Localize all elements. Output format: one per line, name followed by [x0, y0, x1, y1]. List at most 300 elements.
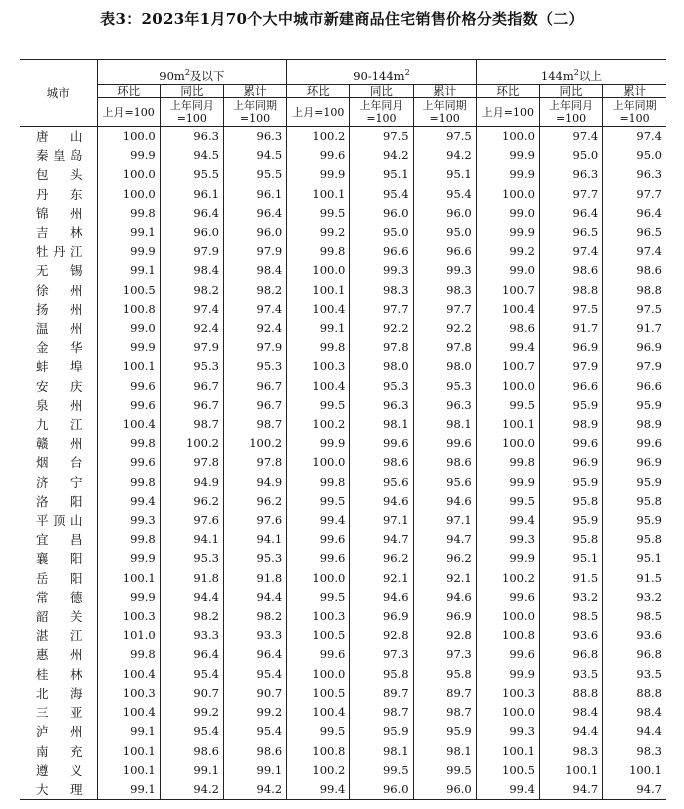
index-value-cell: 91.8	[223, 569, 286, 588]
index-value-cell: 98.9	[603, 415, 666, 434]
index-value-cell: 94.7	[413, 530, 476, 549]
table-body	[20, 127, 666, 800]
index-value-cell: 98.3	[413, 281, 476, 300]
index-value-cell: 100.0	[476, 434, 539, 453]
index-value-cell: 100.1	[287, 185, 350, 204]
index-value-cell: 99.6	[287, 146, 350, 165]
city-name: 九 江	[36, 417, 83, 433]
index-value-cell: 99.1	[160, 761, 223, 780]
index-value-cell: 95.8	[603, 492, 666, 511]
index-value-cell: 95.3	[160, 357, 223, 376]
index-value-cell: 94.2	[160, 780, 223, 800]
index-value-cell: 91.5	[539, 569, 602, 588]
index-value-cell: 100.5	[287, 684, 350, 703]
index-value-cell: 100.2	[223, 434, 286, 453]
index-value-cell: 99.8	[97, 645, 160, 664]
index-value-cell: 96.0	[413, 780, 476, 800]
index-value-cell: 96.8	[603, 645, 666, 664]
city-name: 唐 山	[36, 129, 83, 144]
index-value-cell: 99.9	[476, 146, 539, 165]
table-row	[20, 377, 666, 396]
sub-header-cell: 累计	[603, 85, 666, 98]
table-row	[20, 127, 666, 147]
index-value-cell: 97.8	[413, 338, 476, 357]
index-value-cell: 99.8	[97, 434, 160, 453]
index-value-cell: 99.4	[476, 511, 539, 530]
index-value-cell: 96.3	[350, 396, 413, 415]
sub-header-cell: 同比	[539, 85, 602, 98]
index-value-cell: 94.9	[223, 473, 286, 492]
base-header-cell	[476, 98, 539, 127]
index-value-cell: 100.8	[97, 300, 160, 319]
index-value-cell: 90.7	[160, 684, 223, 703]
index-value-cell: 98.2	[223, 607, 286, 626]
index-value-cell: 96.3	[413, 396, 476, 415]
city-name: 泸 州	[36, 724, 83, 740]
index-value-cell: 99.0	[97, 319, 160, 338]
index-value-cell: 89.7	[413, 684, 476, 703]
city-name: 丹 东	[36, 186, 83, 202]
index-value-cell: 95.1	[603, 549, 666, 568]
table-row	[20, 703, 666, 722]
index-value-cell: 98.9	[539, 415, 602, 434]
index-value-cell: 92.2	[350, 319, 413, 338]
index-value-cell: 100.5	[476, 761, 539, 780]
index-value-cell: 99.8	[476, 453, 539, 472]
city-name: 徐 州	[36, 282, 83, 298]
index-value-cell: 94.4	[160, 588, 223, 607]
base-header-cell	[287, 98, 350, 127]
index-value-cell: 98.6	[413, 453, 476, 472]
index-value-cell: 95.4	[350, 185, 413, 204]
index-value-cell: 98.2	[160, 281, 223, 300]
index-value-cell: 95.0	[350, 223, 413, 242]
index-value-cell: 100.2	[287, 761, 350, 780]
index-value-cell: 94.2	[350, 146, 413, 165]
index-value-cell: 96.6	[539, 377, 602, 396]
city-name: 襄 阳	[36, 551, 83, 567]
city-name: 南 充	[36, 743, 83, 759]
index-value-cell: 98.4	[603, 703, 666, 722]
index-value-cell: 95.4	[413, 185, 476, 204]
index-value-cell: 95.9	[413, 722, 476, 741]
index-value-cell: 95.8	[539, 530, 602, 549]
index-value-cell: 96.7	[160, 377, 223, 396]
index-value-cell: 95.4	[160, 722, 223, 741]
index-value-cell: 92.2	[413, 319, 476, 338]
index-value-cell: 99.4	[476, 780, 539, 800]
base-header-line2: =100	[366, 112, 397, 125]
index-value-cell: 96.3	[223, 127, 286, 147]
index-value-cell: 97.1	[350, 511, 413, 530]
index-value-cell: 96.7	[223, 377, 286, 396]
index-value-cell: 93.5	[603, 665, 666, 684]
index-value-cell: 98.0	[350, 357, 413, 376]
index-value-cell: 95.3	[413, 377, 476, 396]
index-value-cell: 99.9	[476, 473, 539, 492]
index-value-cell: 94.2	[223, 780, 286, 800]
table-row	[20, 761, 666, 780]
index-value-cell: 100.3	[287, 357, 350, 376]
city-name: 常 德	[36, 589, 83, 605]
index-value-cell: 99.5	[287, 396, 350, 415]
table-row	[20, 261, 666, 280]
index-value-cell: 96.9	[350, 607, 413, 626]
index-value-cell: 100.0	[97, 185, 160, 204]
index-value-cell: 97.4	[160, 300, 223, 319]
table-row	[20, 281, 666, 300]
index-value-cell: 94.7	[539, 780, 602, 800]
index-value-cell: 94.9	[160, 473, 223, 492]
index-value-cell: 92.8	[413, 626, 476, 645]
index-value-cell: 97.4	[603, 242, 666, 261]
index-value-cell: 97.8	[223, 453, 286, 472]
index-value-cell: 91.8	[160, 569, 223, 588]
index-value-cell: 94.4	[223, 588, 286, 607]
index-value-cell: 94.5	[223, 146, 286, 165]
table-row	[20, 569, 666, 588]
city-name: 三 亚	[36, 705, 83, 721]
city-name: 锦 州	[36, 205, 83, 221]
city-name: 桂 林	[36, 666, 83, 682]
city-name: 吉 林	[36, 225, 83, 241]
base-header-cell	[223, 98, 286, 127]
base-header-cell	[603, 98, 666, 127]
sub-header-cell: 环比	[476, 85, 539, 98]
index-value-cell: 97.6	[223, 511, 286, 530]
city-name: 赣 州	[36, 436, 83, 452]
index-value-cell: 99.6	[413, 434, 476, 453]
table-row	[20, 684, 666, 703]
index-value-cell: 100.4	[97, 415, 160, 434]
index-value-cell: 97.4	[603, 127, 666, 147]
index-value-cell: 99.5	[287, 722, 350, 741]
index-value-cell: 99.6	[97, 377, 160, 396]
index-value-cell: 99.8	[97, 204, 160, 223]
index-value-cell: 97.9	[223, 338, 286, 357]
index-value-cell: 100.4	[287, 300, 350, 319]
price-index-table	[20, 59, 666, 800]
index-value-cell: 92.1	[413, 569, 476, 588]
group-header-medium: $90-144m^2$	[287, 60, 477, 85]
index-value-cell: 98.7	[350, 703, 413, 722]
index-value-cell: 99.1	[287, 319, 350, 338]
index-value-cell: 95.8	[603, 530, 666, 549]
index-value-cell: 88.8	[603, 684, 666, 703]
index-value-cell: 99.5	[287, 204, 350, 223]
table-row	[20, 300, 666, 319]
index-value-cell: 97.4	[223, 300, 286, 319]
index-value-cell: 100.3	[476, 684, 539, 703]
index-value-cell: 96.5	[539, 223, 602, 242]
index-value-cell: 100.2	[287, 127, 350, 147]
table-row	[20, 607, 666, 626]
city-name: 济 宁	[36, 474, 83, 490]
index-value-cell: 98.6	[603, 261, 666, 280]
index-value-cell: 98.6	[160, 742, 223, 761]
city-name: 湛 江	[36, 628, 83, 644]
index-value-cell: 99.3	[476, 722, 539, 741]
index-value-cell: 100.2	[287, 415, 350, 434]
sub-header-row	[20, 85, 666, 98]
index-value-cell: 100.1	[97, 569, 160, 588]
index-value-cell: 99.9	[476, 549, 539, 568]
city-name: 秦皇岛	[36, 148, 83, 164]
table-row	[20, 511, 666, 530]
index-value-cell: 99.9	[97, 549, 160, 568]
index-value-cell: 95.6	[413, 473, 476, 492]
index-value-cell: 100.1	[287, 281, 350, 300]
table-row	[20, 742, 666, 761]
index-value-cell: 93.3	[160, 626, 223, 645]
index-value-cell: 100.2	[476, 569, 539, 588]
index-value-cell: 99.1	[97, 261, 160, 280]
city-name: 平顶山	[36, 513, 83, 529]
index-value-cell: 100.0	[476, 607, 539, 626]
table-row	[20, 665, 666, 684]
index-value-cell: 98.8	[539, 281, 602, 300]
index-value-cell: 98.6	[476, 319, 539, 338]
index-value-cell: 100.4	[97, 703, 160, 722]
index-value-cell: 95.1	[413, 165, 476, 184]
base-header-line2: =100	[176, 112, 207, 125]
index-value-cell: 95.9	[603, 473, 666, 492]
sub-header-cell: 同比	[160, 85, 223, 98]
index-value-cell: 95.3	[223, 357, 286, 376]
city-name: 遵 义	[36, 762, 83, 778]
index-value-cell: 94.1	[160, 530, 223, 549]
index-value-cell: 98.4	[160, 261, 223, 280]
index-value-cell: 91.5	[603, 569, 666, 588]
city-name: 惠 州	[36, 647, 83, 663]
index-value-cell: 100.1	[603, 761, 666, 780]
index-value-cell: 97.4	[539, 242, 602, 261]
table-row	[20, 453, 666, 472]
index-value-cell: 99.1	[97, 223, 160, 242]
index-value-cell: 98.0	[413, 357, 476, 376]
index-value-cell: 99.0	[476, 204, 539, 223]
index-value-cell: 98.3	[603, 742, 666, 761]
index-value-cell: 99.0	[476, 261, 539, 280]
index-value-cell: 99.6	[476, 645, 539, 664]
index-value-cell: 96.6	[603, 377, 666, 396]
index-value-cell: 98.5	[603, 607, 666, 626]
index-value-cell: 100.1	[97, 761, 160, 780]
index-value-cell: 99.4	[97, 492, 160, 511]
table-row	[20, 146, 666, 165]
index-value-cell: 100.2	[160, 434, 223, 453]
index-value-cell: 99.5	[413, 761, 476, 780]
index-value-cell: 100.3	[287, 607, 350, 626]
index-value-cell: 99.8	[287, 473, 350, 492]
table-header	[20, 60, 666, 127]
sub-header-cell: 累计	[413, 85, 476, 98]
index-value-cell: 100.4	[287, 703, 350, 722]
table-row	[20, 780, 666, 800]
index-value-cell: 93.2	[603, 588, 666, 607]
table-row	[20, 530, 666, 549]
index-value-cell: 99.9	[97, 146, 160, 165]
index-value-cell: 99.9	[476, 223, 539, 242]
table-row	[20, 549, 666, 568]
index-value-cell: 97.7	[539, 185, 602, 204]
index-value-cell: 98.2	[223, 281, 286, 300]
index-value-cell: 100.8	[287, 742, 350, 761]
index-value-cell: 90.7	[223, 684, 286, 703]
index-value-cell: 99.8	[97, 530, 160, 549]
index-value-cell: 99.9	[97, 242, 160, 261]
index-value-cell: 100.4	[287, 377, 350, 396]
base-header-line1: 上月=100	[481, 105, 534, 119]
index-value-cell: 98.1	[413, 415, 476, 434]
index-value-cell: 97.8	[350, 338, 413, 357]
index-value-cell: 96.2	[160, 492, 223, 511]
index-value-cell: 99.6	[539, 434, 602, 453]
index-value-cell: 99.6	[287, 530, 350, 549]
base-header-line1: 上年同期	[233, 99, 278, 112]
index-value-cell: 99.6	[97, 396, 160, 415]
index-value-cell: 99.6	[287, 645, 350, 664]
table-row	[20, 626, 666, 645]
index-value-cell: 98.1	[413, 742, 476, 761]
table-row	[20, 645, 666, 664]
index-value-cell: 101.0	[97, 626, 160, 645]
index-value-cell: 96.2	[350, 549, 413, 568]
index-value-cell: 99.6	[476, 588, 539, 607]
index-value-cell: 96.9	[413, 607, 476, 626]
index-value-cell: 88.8	[539, 684, 602, 703]
city-name: 安 庆	[36, 378, 83, 394]
index-value-cell: 95.4	[160, 665, 223, 684]
index-value-cell: 98.3	[539, 742, 602, 761]
index-value-cell: 99.8	[287, 338, 350, 357]
index-value-cell: 100.0	[287, 261, 350, 280]
city-column-header: 城市	[20, 60, 97, 127]
index-value-cell: 97.8	[160, 453, 223, 472]
table-row	[20, 338, 666, 357]
city-name: 大 理	[20, 780, 97, 800]
index-value-cell: 96.6	[350, 242, 413, 261]
index-value-cell: 98.7	[160, 415, 223, 434]
index-value-cell: 95.9	[539, 396, 602, 415]
index-value-cell: 100.0	[476, 127, 539, 147]
index-value-cell: 97.9	[539, 357, 602, 376]
index-value-cell: 93.6	[603, 626, 666, 645]
index-value-cell: 97.9	[160, 338, 223, 357]
base-header-line2: =100	[239, 112, 271, 125]
index-value-cell: 96.3	[603, 165, 666, 184]
index-value-cell: 94.7	[603, 780, 666, 800]
index-value-cell: 95.4	[223, 722, 286, 741]
index-value-cell: 95.0	[539, 146, 602, 165]
index-value-cell: 96.9	[539, 453, 602, 472]
index-value-cell: 96.4	[223, 645, 286, 664]
table-row	[20, 242, 666, 261]
city-name: 烟 台	[36, 455, 83, 471]
table-row	[20, 473, 666, 492]
index-value-cell: 99.3	[97, 511, 160, 530]
index-value-cell: 97.3	[413, 645, 476, 664]
table-row	[20, 185, 666, 204]
index-value-cell: 93.2	[539, 588, 602, 607]
index-value-cell: 99.9	[287, 165, 350, 184]
city-name: 岳 阳	[36, 570, 83, 586]
city-name: 包 头	[36, 167, 83, 183]
index-value-cell: 99.2	[287, 223, 350, 242]
index-value-cell: 97.5	[350, 127, 413, 147]
index-value-cell: 95.9	[350, 722, 413, 741]
index-value-cell: 94.6	[350, 492, 413, 511]
index-value-cell: 96.4	[160, 204, 223, 223]
index-value-cell: 96.0	[160, 223, 223, 242]
base-header-line2: =100	[619, 112, 650, 125]
city-name: 泉 州	[36, 397, 83, 413]
city-name: 北 海	[36, 685, 83, 701]
index-value-cell: 99.4	[287, 511, 350, 530]
base-header-line1: 上月=100	[292, 105, 345, 119]
sub-header-cell: 同比	[350, 85, 413, 98]
index-value-cell: 96.4	[223, 204, 286, 223]
index-value-cell: 95.6	[350, 473, 413, 492]
index-value-cell: 97.9	[603, 357, 666, 376]
index-value-cell: 100.1	[97, 357, 160, 376]
index-value-cell: 95.9	[539, 473, 602, 492]
index-value-cell: 100.0	[97, 127, 160, 147]
index-value-cell: 94.6	[413, 588, 476, 607]
base-header-line2: =100	[555, 112, 587, 125]
index-value-cell: 100.1	[476, 415, 539, 434]
index-value-cell: 98.4	[539, 703, 602, 722]
base-header-cell	[350, 98, 413, 127]
index-value-cell: 98.6	[350, 453, 413, 472]
index-value-cell: 95.1	[350, 165, 413, 184]
index-value-cell: 96.7	[160, 396, 223, 415]
index-value-cell: 98.1	[350, 415, 413, 434]
sub-header-cell: 累计	[223, 85, 286, 98]
table-row	[20, 434, 666, 453]
index-value-cell: 100.7	[476, 281, 539, 300]
index-value-cell: 96.9	[539, 338, 602, 357]
city-name: 扬 州	[36, 301, 83, 317]
index-value-cell: 96.4	[603, 204, 666, 223]
index-value-cell: 93.3	[223, 626, 286, 645]
index-value-cell: 96.3	[539, 165, 602, 184]
index-value-cell: 98.3	[350, 281, 413, 300]
index-value-cell: 96.0	[223, 223, 286, 242]
base-header-cell	[160, 98, 223, 127]
index-value-cell: 99.3	[413, 261, 476, 280]
index-value-cell: 95.0	[413, 223, 476, 242]
index-value-cell: 96.9	[603, 453, 666, 472]
index-value-cell: 96.7	[223, 396, 286, 415]
table-row	[20, 415, 666, 434]
index-value-cell: 91.7	[539, 319, 602, 338]
index-value-cell: 99.4	[287, 780, 350, 800]
index-value-cell: 97.6	[160, 511, 223, 530]
index-value-cell: 99.1	[97, 780, 160, 800]
index-value-cell: 99.6	[287, 549, 350, 568]
index-value-cell: 97.7	[350, 300, 413, 319]
index-value-cell: 95.8	[413, 665, 476, 684]
index-value-cell: 98.2	[160, 607, 223, 626]
index-value-cell: 100.1	[539, 761, 602, 780]
index-value-cell: 100.4	[476, 300, 539, 319]
index-value-cell: 89.7	[350, 684, 413, 703]
index-value-cell: 100.5	[97, 281, 160, 300]
index-value-cell: 99.5	[287, 492, 350, 511]
index-value-cell: 98.8	[603, 281, 666, 300]
index-value-cell: 97.3	[350, 645, 413, 664]
